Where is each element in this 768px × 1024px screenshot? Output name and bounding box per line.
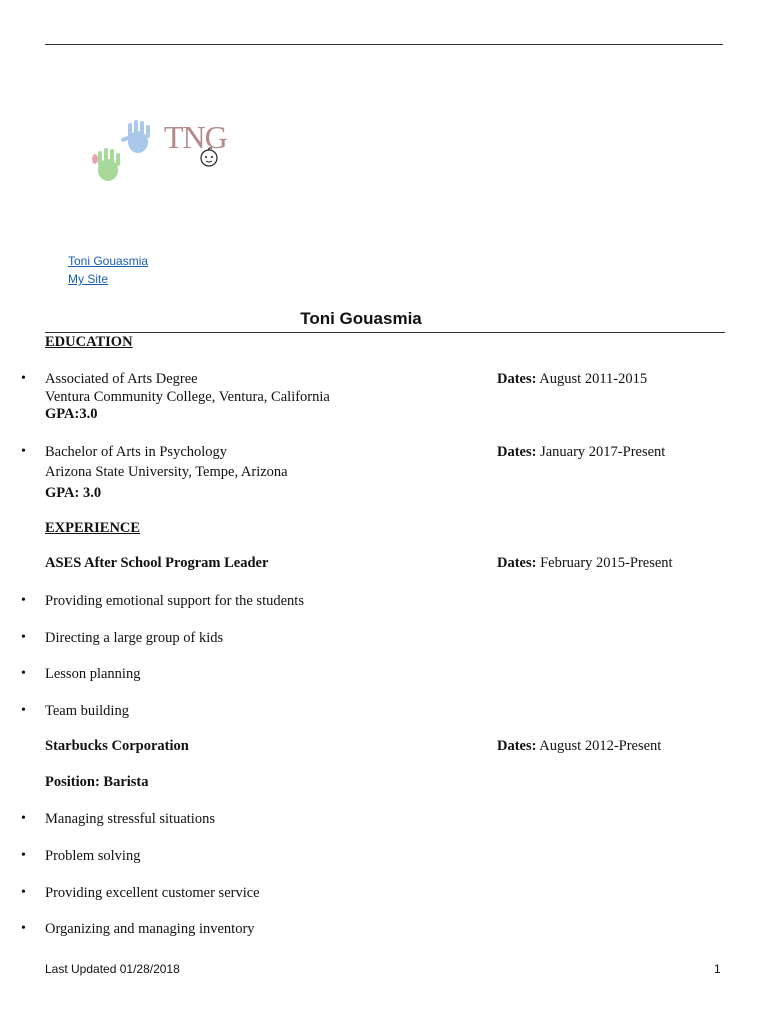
education-school: Ventura Community College, Ventura, California	[45, 389, 330, 405]
list-item: Problem solving	[45, 848, 141, 864]
job-title: Starbucks Corporation	[45, 738, 189, 754]
dates-value: February 2015-Present	[540, 555, 673, 571]
baby-face-icon	[196, 145, 222, 169]
education-degree: Bachelor of Arts in Psychology	[45, 444, 228, 460]
bullet: •	[21, 848, 26, 863]
education-gpa: GPA: 3.0	[45, 485, 102, 501]
dates-label: Dates:	[497, 738, 537, 754]
dates-value: August 2011-2015	[539, 371, 648, 387]
page-number: 1	[714, 962, 721, 976]
title-rule	[45, 332, 725, 333]
job-dates	[497, 737, 661, 755]
logo-text: TNG	[164, 119, 227, 155]
bullet: •	[21, 921, 26, 936]
bullet: •	[21, 630, 26, 645]
handprints-icon	[88, 115, 158, 187]
list-item: Managing stressful situations	[45, 811, 215, 827]
bullet: •	[21, 885, 26, 900]
experience-heading: EXPERIENCE	[45, 520, 141, 536]
bullet: •	[21, 444, 26, 459]
education-dates	[497, 370, 647, 388]
list-item: Providing excellent customer service	[45, 885, 260, 901]
education-dates	[497, 443, 665, 461]
list-item: Organizing and managing inventory	[45, 921, 255, 937]
last-updated: Last Updated 01/28/2018	[45, 962, 180, 976]
list-item: Providing emotional support for the students	[45, 593, 304, 609]
tng-logo	[88, 115, 238, 190]
bullet: •	[21, 371, 26, 386]
my-site-link[interactable]: My Site	[68, 272, 109, 286]
bullet: •	[21, 593, 26, 608]
header-rule	[45, 44, 723, 45]
dates-value: January 2017-Present	[540, 444, 666, 460]
name-link[interactable]: Toni Gouasmia	[68, 254, 149, 268]
job-position: Position: Barista	[45, 774, 149, 790]
list-item: Lesson planning	[45, 666, 141, 682]
bullet: •	[21, 811, 26, 826]
education-gpa: GPA:3.0	[45, 406, 98, 422]
list-item: Directing a large group of kids	[45, 630, 224, 646]
dates-label: Dates:	[497, 371, 537, 387]
education-school: Arizona State University, Tempe, Arizona	[45, 464, 288, 480]
list-item: Team building	[45, 703, 129, 719]
bullet: •	[21, 703, 26, 718]
dates-label: Dates:	[497, 444, 537, 460]
dates-label: Dates:	[497, 555, 537, 571]
education-heading: EDUCATION	[45, 334, 133, 350]
dates-value: August 2012-Present	[539, 738, 662, 754]
education-degree: Associated of Arts Degree	[45, 371, 198, 387]
page-title: Toni Gouasmia	[300, 309, 422, 328]
bullet: •	[21, 666, 26, 681]
job-dates	[497, 554, 673, 572]
job-title: ASES After School Program Leader	[45, 555, 269, 571]
